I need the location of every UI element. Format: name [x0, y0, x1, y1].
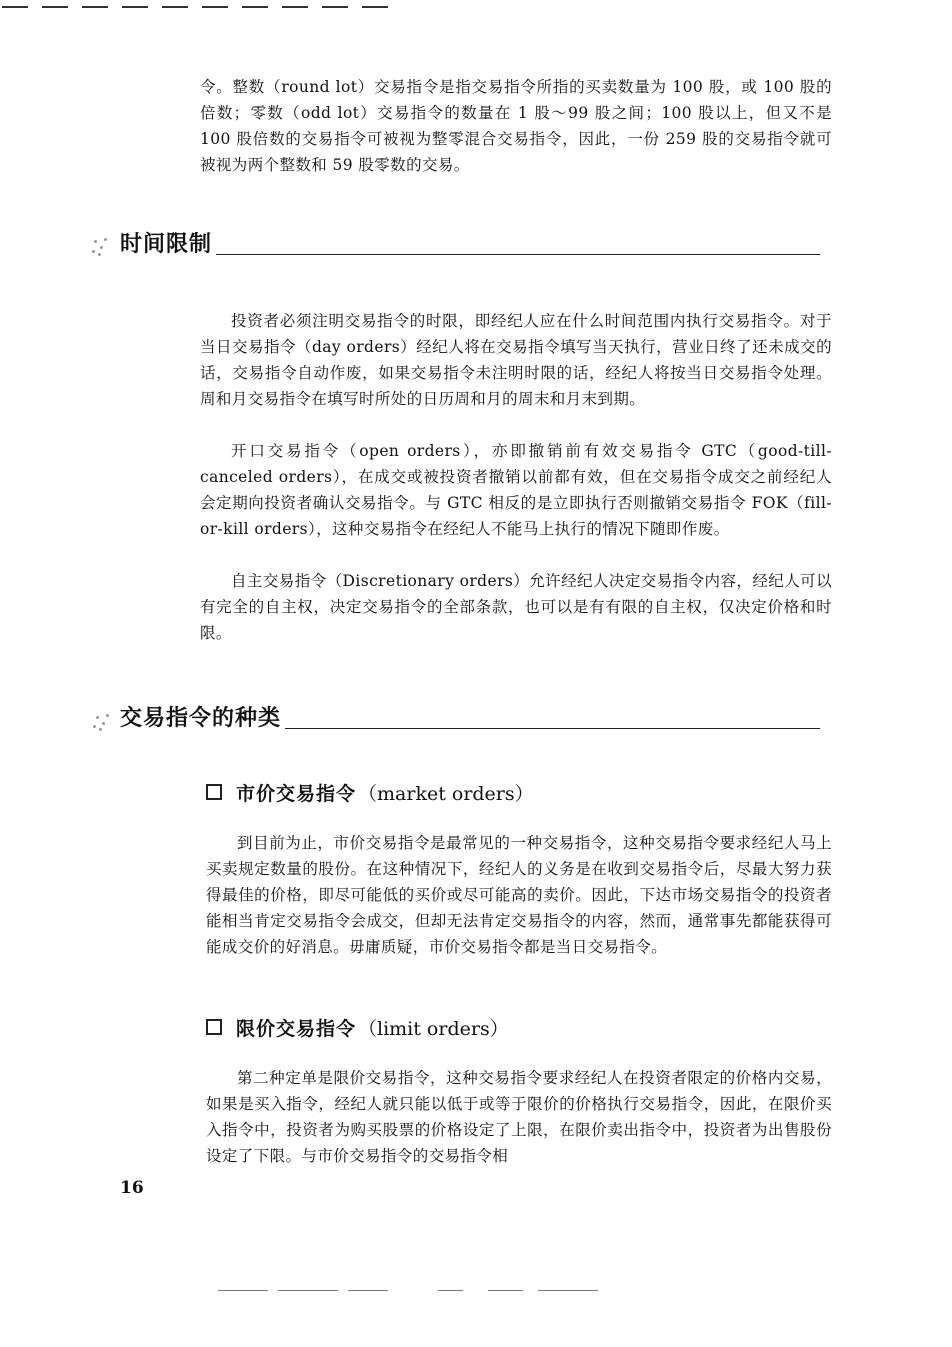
time-limit-paragraph-1: 投资者必须注明交易指令的时限，即经纪人应在什么时间范围内执行交易指令。对于当日交易指令（day orders）经纪人将在交易指令填写当天执行，营业日终了还未成交的话，交易指令自动作废，如果交易指令未注明时限的话，经纪人将按当日交易指令处理。周和月交易指令在填写时所处的日历周和月的周末和月末到期。 [200, 312, 832, 408]
limit-orders-paragraph: 第二种定单是限价交易指令，这种交易指令要求经纪人在投资者限定的价格内交易，如果是买入指令，经纪人就只能以低于或等于限价的价格执行交易指令，因此，在限价买入指令中，投资者为购买股票的价格设定了上限，在限价卖出指令中，投资者为出售股份设定了下限。与市价交易指令的交易指令相 [206, 1069, 832, 1165]
subsection-heading-market-orders [206, 778, 534, 806]
intro-continuation-paragraph: 令。整数（round lot）交易指令是指交易指令所指的买卖数量为 100 股，或 100 股的倍数；零数（odd lot）交易指令的数量在 1 股～99 股之间；100 股以上，但又不是 100 股倍数的交易指令可被视为整零混合交易指令，因此，一份 259 股的交易指令就可被视为两个整数和 59 股零数的交易。 [200, 78, 832, 174]
section-title: 时间限制 [120, 232, 213, 257]
top-scan-dashes [0, 0, 420, 12]
time-limit-paragraph-2: 开口交易指令（open orders），亦即撤销前有效交易指令 GTC（good-till-canceled orders），在成交或被投资者撤销以前都有效，但在交易指令成交之前经纪人会定期向投资者确认交易指令。与 GTC 相反的是立即执行否则撤销交易指令 FOK（fill-or-kill orders），这种交易指令在经纪人不能马上执行的情况下随即作废。 [200, 442, 832, 538]
section-marker-icon [90, 708, 120, 732]
section-title-rule [285, 728, 820, 729]
subsection-heading-limit-orders [206, 1013, 509, 1041]
bottom-scan-dashes [218, 1286, 618, 1296]
checkbox-square-icon [206, 784, 222, 800]
subsection-title-zh: 市价交易指令 [236, 782, 357, 805]
time-limit-paragraph-3: 自主交易指令（Discretionary orders）允许经纪人决定交易指令内容，经纪人可以有完全的自主权，决定交易指令的全部条款，也可以是有有限的自主权，仅决定价格和时限。 [200, 572, 832, 642]
section-title: 交易指令的种类 [120, 706, 282, 731]
section-heading-order-types [90, 702, 820, 732]
subsection-title-en: （market orders） [358, 782, 534, 805]
section-heading-time-limit [90, 228, 820, 258]
subsection-title-zh: 限价交易指令 [236, 1017, 357, 1040]
page-number: 16 [120, 1178, 144, 1198]
section-title-rule [216, 254, 820, 255]
market-orders-paragraph: 到目前为止，市价交易指令是最常见的一种交易指令，这种交易指令要求经纪人马上买卖规定数量的股份。在这种情况下，经纪人的义务是在收到交易指令后，尽最大努力获得最佳的价格，即尽可能低的买价或尽可能高的卖价。因此，下达市场交易指令的投资者能相当肯定交易指令会成交，但却无法肯定交易指令的内容，然而，通常事先都能获得可能成交价的好消息。毋庸质疑，市价交易指令都是当日交易指令。 [206, 834, 832, 956]
subsection-title-en: （limit orders） [358, 1017, 509, 1040]
checkbox-square-icon [206, 1019, 222, 1035]
section-marker-icon [90, 234, 120, 258]
